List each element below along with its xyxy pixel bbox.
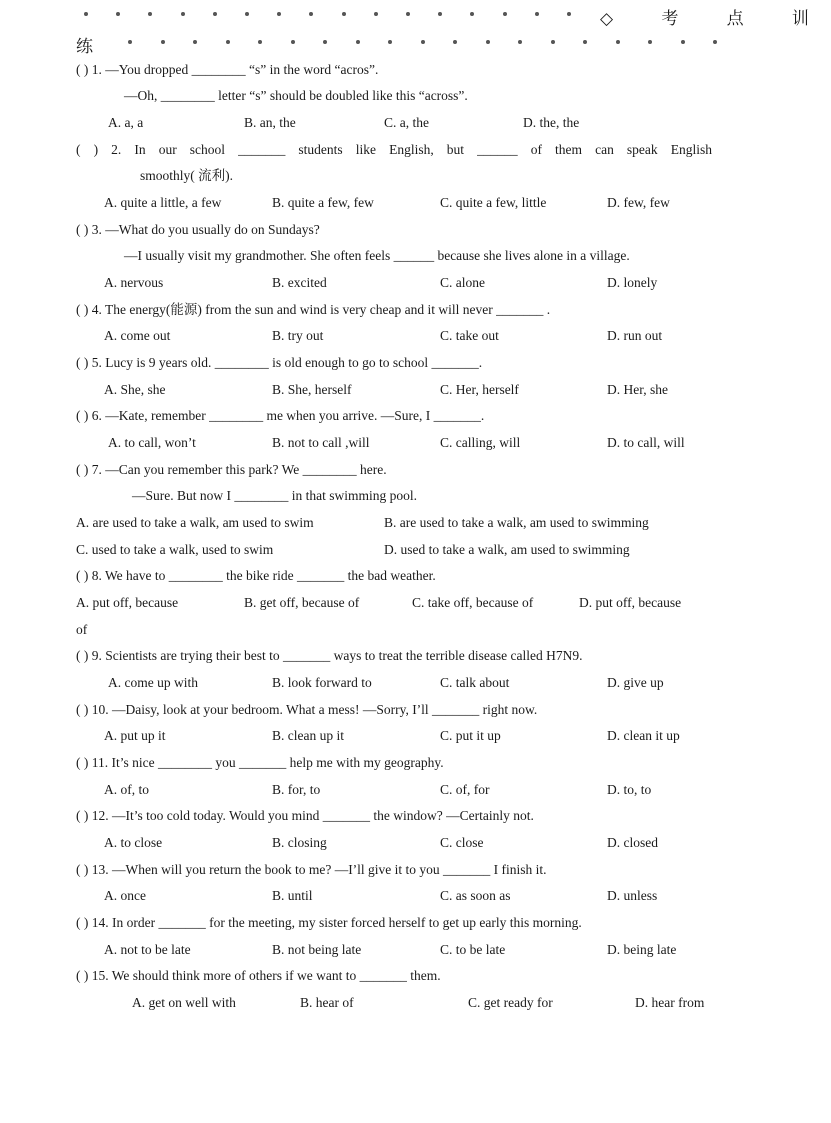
question-12-option-b[interactable]: B. closing — [272, 835, 327, 850]
header-dot — [161, 40, 165, 44]
question-1-option-b[interactable]: B. an, the — [244, 115, 296, 130]
question-2-option-c[interactable]: C. quite a few, little — [440, 195, 547, 210]
question-6-option-c[interactable]: C. calling, will — [440, 435, 521, 450]
question-1-option-d[interactable]: D. the, the — [523, 115, 580, 130]
question-10-option-d[interactable]: D. clean it up — [607, 728, 680, 743]
question-1-reply: —Oh, ________ letter “s” should be doubled like this “across”. — [124, 88, 468, 103]
header-dot — [342, 12, 346, 16]
question-1-option-a[interactable]: A. a, a — [108, 115, 144, 130]
question-1-stem: ( ) 1. —You dropped ________ “s” in the word “acros”. — [76, 62, 379, 77]
section-header — [0, 0, 831, 56]
question-11-stem: ( ) 11. It’s nice ________ you _______ help me with my geography. — [76, 755, 444, 770]
header-dot — [291, 40, 295, 44]
header-dot — [116, 12, 120, 16]
question-5-option-c[interactable]: C. Her, herself — [440, 382, 519, 397]
header-dot — [84, 12, 88, 16]
header-dot — [453, 40, 457, 44]
question-3-stem: ( ) 3. —What do you usually do on Sundays? — [76, 222, 320, 237]
question-10-option-a[interactable]: A. put up it — [104, 728, 166, 743]
question-9-option-b[interactable]: B. look forward to — [272, 675, 372, 690]
question-2-stem-continued: smoothly( 流利). — [140, 168, 233, 183]
question-3-option-c[interactable]: C. alone — [440, 275, 485, 290]
header-dot — [226, 40, 230, 44]
question-8-option-c[interactable]: C. take off, because of — [412, 595, 534, 610]
question-13-stem: ( ) 13. —When will you return the book to me? —I’ll give it to you _______ I finish it. — [76, 862, 547, 877]
question-8-stem: ( ) 8. We have to ________ the bike ride _______ the bad weather. — [76, 568, 436, 583]
question-6-option-b[interactable]: B. not to call ,will — [272, 435, 370, 450]
question-9-option-d[interactable]: D. give up — [607, 675, 664, 690]
question-9-option-c[interactable]: C. talk about — [440, 675, 510, 690]
question-7-option-d[interactable]: D. used to take a walk, am used to swimming — [384, 542, 630, 557]
question-14-option-c[interactable]: C. to be late — [440, 942, 506, 957]
question-3-option-b[interactable]: B. excited — [272, 275, 327, 290]
header-dot — [181, 12, 185, 16]
question-11-option-d[interactable]: D. to, to — [607, 782, 652, 797]
header-dot — [535, 12, 539, 16]
section-title-continued: 练 — [76, 37, 93, 56]
question-9-stem: ( ) 9. Scientists are trying their best to _______ ways to treat the terrible disease called H7N9. — [76, 648, 583, 663]
question-13-option-c[interactable]: C. as soon as — [440, 888, 511, 903]
question-8-option-b[interactable]: B. get off, because of — [244, 595, 360, 610]
question-10-option-b[interactable]: B. clean up it — [272, 728, 344, 743]
question-8-option-d[interactable]: D. put off, because — [579, 595, 682, 610]
header-dot — [388, 40, 392, 44]
header-dot — [438, 12, 442, 16]
question-6-option-a[interactable]: A. to call, won’t — [108, 435, 196, 450]
question-15-stem: ( ) 15. We should think more of others if we want to _______ them. — [76, 968, 441, 983]
question-10-option-c[interactable]: C. put it up — [440, 728, 501, 743]
question-14-option-a[interactable]: A. not to be late — [104, 942, 191, 957]
question-13-option-b[interactable]: B. until — [272, 888, 313, 903]
header-dot — [648, 40, 652, 44]
question-8-option-a[interactable]: A. put off, because — [76, 595, 179, 610]
question-15-option-d[interactable]: D. hear from — [635, 995, 705, 1010]
header-dot — [681, 40, 685, 44]
question-13-option-a[interactable]: A. once — [104, 888, 146, 903]
question-8-option-d-wrap: of — [76, 622, 88, 637]
header-dot — [277, 12, 281, 16]
question-1-option-c[interactable]: C. a, the — [384, 115, 429, 130]
header-dot — [245, 12, 249, 16]
question-3-option-a[interactable]: A. nervous — [104, 275, 164, 290]
question-3-option-d[interactable]: D. lonely — [607, 275, 658, 290]
header-dot — [406, 12, 410, 16]
question-2-stem: ( ) 2. In our school _______ students like English, but ______ of them can speak English — [76, 142, 712, 157]
header-dot — [148, 12, 152, 16]
header-dot — [551, 40, 555, 44]
header-dot — [616, 40, 620, 44]
question-12-option-d[interactable]: D. closed — [607, 835, 658, 850]
question-5-stem: ( ) 5. Lucy is 9 years old. ________ is old enough to go to school _______. — [76, 355, 483, 370]
question-12-option-a[interactable]: A. to close — [104, 835, 163, 850]
section-title: ◇ 考 点 训 — [600, 9, 831, 28]
header-dot — [567, 12, 571, 16]
header-dot — [583, 40, 587, 44]
header-dot — [128, 40, 132, 44]
question-15-option-a[interactable]: A. get on well with — [132, 995, 236, 1010]
question-5-option-a[interactable]: A. She, she — [104, 382, 166, 397]
question-4-option-c[interactable]: C. take out — [440, 328, 499, 343]
header-dot — [470, 12, 474, 16]
question-11-option-b[interactable]: B. for, to — [272, 782, 321, 797]
question-7-option-a[interactable]: A. are used to take a walk, am used to swim — [76, 515, 314, 530]
header-dot — [503, 12, 507, 16]
question-15-option-c[interactable]: C. get ready for — [468, 995, 553, 1010]
question-6-stem: ( ) 6. —Kate, remember ________ me when you arrive. —Sure, I _______. — [76, 408, 485, 423]
question-13-option-d[interactable]: D. unless — [607, 888, 658, 903]
question-12-stem: ( ) 12. —It’s too cold today. Would you mind _______ the window? —Certainly not. — [76, 808, 534, 823]
question-4-stem: ( ) 4. The energy(能源) from the sun and wind is very cheap and it will never _______ . — [76, 302, 551, 317]
question-12-option-c[interactable]: C. close — [440, 835, 484, 850]
question-14-stem: ( ) 14. In order _______ for the meeting, my sister forced herself to get up early this morning. — [76, 915, 582, 930]
header-dot — [356, 40, 360, 44]
header-dot — [193, 40, 197, 44]
question-11-option-a[interactable]: A. of, to — [104, 782, 149, 797]
header-dot — [486, 40, 490, 44]
question-4-option-a[interactable]: A. come out — [104, 328, 171, 343]
question-3-reply: —I usually visit my grandmother. She often feels ______ because she lives alone in a village. — [124, 248, 630, 263]
question-6-option-d[interactable]: D. to call, will — [607, 435, 685, 450]
header-dot — [518, 40, 522, 44]
question-2-option-d[interactable]: D. few, few — [607, 195, 670, 210]
question-7-stem: ( ) 7. —Can you remember this park? We ________ here. — [76, 462, 387, 477]
question-5-option-d[interactable]: D. Her, she — [607, 382, 668, 397]
header-dot — [309, 12, 313, 16]
header-dot — [323, 40, 327, 44]
question-7-option-b[interactable]: B. are used to take a walk, am used to swimming — [384, 515, 649, 530]
header-dot — [713, 40, 717, 44]
header-dot — [374, 12, 378, 16]
header-dots-row-1 — [76, 12, 576, 24]
question-7-option-c[interactable]: C. used to take a walk, used to swim — [76, 542, 274, 557]
question-10-stem: ( ) 10. —Daisy, look at your bedroom. What a mess! —Sorry, I’ll _______ right now. — [76, 702, 538, 717]
question-11-option-c[interactable]: C. of, for — [440, 782, 490, 797]
question-14-option-d[interactable]: D. being late — [607, 942, 677, 957]
question-9-option-a[interactable]: A. come up with — [108, 675, 198, 690]
question-2-option-a[interactable]: A. quite a little, a few — [104, 195, 222, 210]
header-dot — [213, 12, 217, 16]
header-dots-row-2 — [120, 40, 720, 52]
question-15-option-b[interactable]: B. hear of — [300, 995, 354, 1010]
question-5-option-b[interactable]: B. She, herself — [272, 382, 352, 397]
question-2-option-b[interactable]: B. quite a few, few — [272, 195, 374, 210]
question-4-option-d[interactable]: D. run out — [607, 328, 663, 343]
question-4-option-b[interactable]: B. try out — [272, 328, 324, 343]
question-7-reply: —Sure. But now I ________ in that swimming pool. — [132, 488, 417, 503]
question-14-option-b[interactable]: B. not being late — [272, 942, 362, 957]
header-dot — [258, 40, 262, 44]
header-dot — [421, 40, 425, 44]
